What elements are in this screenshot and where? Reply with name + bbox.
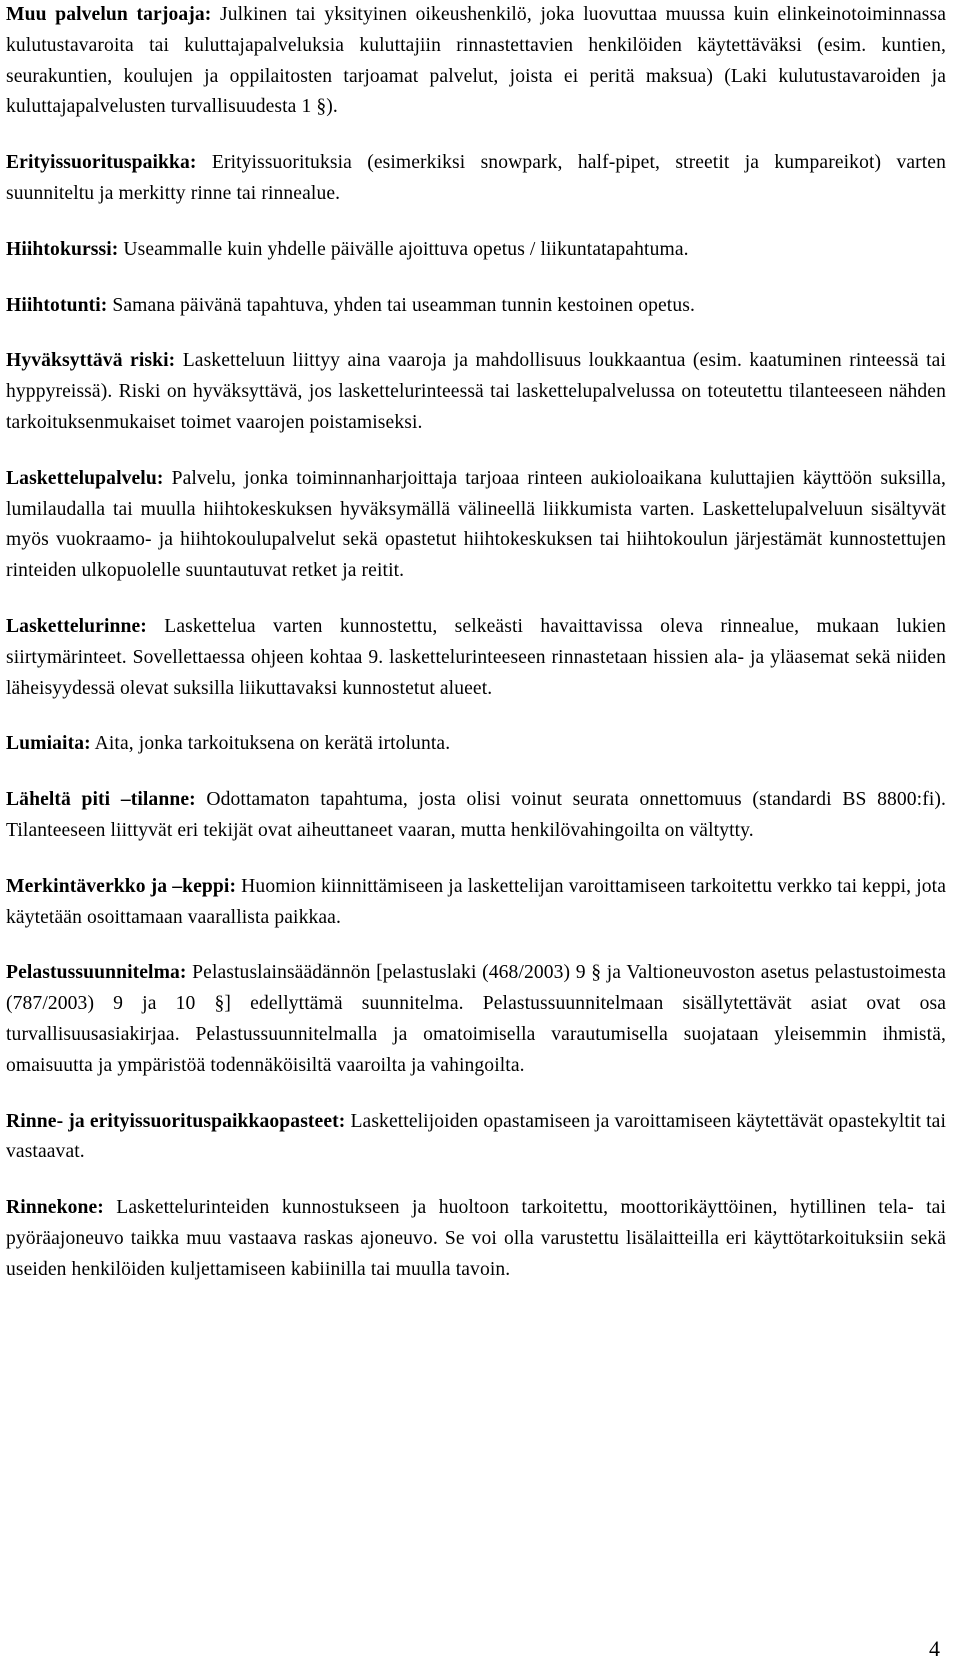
term: Lumiaita:	[6, 733, 91, 755]
definition-entry-lumiaita	[6, 729, 946, 760]
definition: Odottamaton tapahtuma, josta olisi voinut seurata onnettomuus (standardi BS 8800:fi). Tilanteeseen liittyvät eri tekijät ovat aiheuttaneet vaaran, mutta henkilövahingoilta on vältytty.	[6, 789, 947, 841]
term: Rinnekone:	[6, 1197, 104, 1219]
term: Rinne- ja erityissuorituspaikkaopasteet:	[6, 1110, 346, 1132]
term: Läheltä piti –tilanne:	[6, 789, 196, 811]
definition: Huomion kiinnittämiseen ja laskettelijan varoittamiseen tarkoitettu verkko tai keppi, jota käytetään osoittamaan vaarallista paikkaa.	[6, 875, 947, 928]
definition: Useammalle kuin yhdelle päivälle ajoittuva opetus / liikuntatapahtuma.	[123, 238, 689, 260]
term: Erityissuorituspaikka:	[6, 152, 197, 174]
definition-entry-lahelta-piti-tilanne	[6, 785, 946, 847]
term: Hiihtotunti:	[6, 294, 108, 316]
term: Hiihtokurssi:	[6, 238, 119, 260]
definition-entry-hiihtotunti	[6, 291, 946, 322]
definition-entry-erityissuorituspaikka	[6, 148, 946, 210]
term: Merkintäverkko ja –keppi:	[6, 875, 237, 897]
definition: Laskettelurinteiden kunnostukseen ja huoltoon tarkoitettu, moottorikäyttöinen, hytillinen tela- tai pyöräajoneuvo taikka muu vastaava raskas ajoneuvo. Se voi olla varustettu lisälaitteilla eri käyttötarkoituksiin sekä useiden henkilöiden kuljettamiseen kabiinilla tai muulla tavoin.	[6, 1197, 947, 1280]
definition: Julkinen tai yksityinen oikeushenkilö, joka luovuttaa muussa kuin elinkeinotoiminnassa kulutustavaroita tai kuluttajapalveluksia kuluttajiin rinnastettavien henkilöiden käytettäväksi (esim. kuntien, seurakuntien, koulujen ja oppilaitosten tarjoamat palvelut, joista ei peritä maksua) (Laki kulutustavaroiden ja kuluttajapalvelusten turvallisuudesta 1 §).	[6, 4, 947, 118]
definition-entry-rinne-ja-erityissuorituspaikkaopasteet	[6, 1107, 946, 1169]
definition-entry-laskettelurinne	[6, 612, 946, 704]
definition-entry-hyvaksyttava-riski	[6, 346, 946, 438]
definition: Aita, jonka tarkoituksena on kerätä irtolunta.	[94, 733, 451, 755]
document-page	[6, 0, 946, 1311]
definition: Erityissuorituksia (esimerkiksi snowpark, half-pipet, streetit ja kumpareikot) varten suunniteltu ja merkitty rinne tai rinnealue.	[6, 152, 946, 204]
definition: Samana päivänä tapahtuva, yhden tai useamman tunnin kestoinen opetus.	[112, 294, 695, 316]
term: Muu palvelun tarjoaja:	[6, 4, 212, 25]
term: Hyväksyttävä riski:	[6, 350, 176, 372]
term: Laskettelurinne:	[6, 615, 147, 637]
definition-entry-laskettelupalvelu	[6, 464, 946, 587]
definition: Pelastuslainsäädännön [pelastuslaki (468/2003) 9 § ja Valtioneuvoston asetus pelastustoimesta (787/2003) 9 ja 10 §] edellyttämä suunnitelma. Pelastussuunnitelmaan sisällytettävät asiat ovat osa turvallisuusasiakirjaa. Pelastussuunnitelmalla ja omatoimisella varautumisella suojataan yleisemmin ihmistä, omaisuutta ja ympäristöä todennäköisiltä vaaroilta ja vahingoilta.	[6, 962, 946, 1076]
definition: Laskettelijoiden opastamiseen ja varoittamiseen käytettävät opastekyltit tai vastaavat.	[6, 1110, 946, 1163]
definition-entry-hiihtokurssi	[6, 235, 946, 266]
term: Pelastussuunnitelma:	[6, 962, 187, 984]
definition: Lasketteluun liittyy aina vaaroja ja mahdollisuus loukkaantua (esim. kaatuminen rinteessä tai hyppyreissä). Riski on hyväksyttävä, jos laskettelurinteessä tai laskettelupalvelussa on toteutettu tilanteeseen nähden tarkoituksenmukaiset toimet vaarojen poistamiseksi.	[6, 350, 946, 433]
definition-entry-merkintaverkko-ja-keppi	[6, 872, 946, 934]
definition-entry-pelastussuunnitelma	[6, 958, 946, 1081]
page-number: 4	[929, 1636, 940, 1661]
definition-entry-rinnekone	[6, 1193, 946, 1285]
definition: Laskettelua varten kunnostettu, selkeästi havaittavissa oleva rinnealue, mukaan lukien siirtymärinteet. Sovellettaessa ohjeen kohtaa 9. laskettelurinteeseen rinnastetaan hissien ala- ja yläasemat sekä niiden läheisyydessä olevat suksilla liikuttavaksi kunnostetut alueet.	[6, 615, 946, 699]
term: Laskettelupalvelu:	[6, 467, 164, 489]
definition: Palvelu, jonka toiminnanharjoittaja tarjoaa rinteen aukioloaikana kuluttajien käyttöön suksilla, lumilaudalla tai muulla hiihtokeskuksen hyväksymällä välineellä liikkumista varten. Laskettelupalveluun sisältyvät myös vuokraamo- ja hiihtokoulupalvelut sekä opastetut hiihtokeskuksen tai hiihtokoulun järjestämät kunnostettujen rinteiden ulkopuolelle suuntautuvat retket ja reitit.	[6, 467, 947, 582]
definition-entry-muu-palvelun-tarjoaja	[6, 0, 946, 123]
